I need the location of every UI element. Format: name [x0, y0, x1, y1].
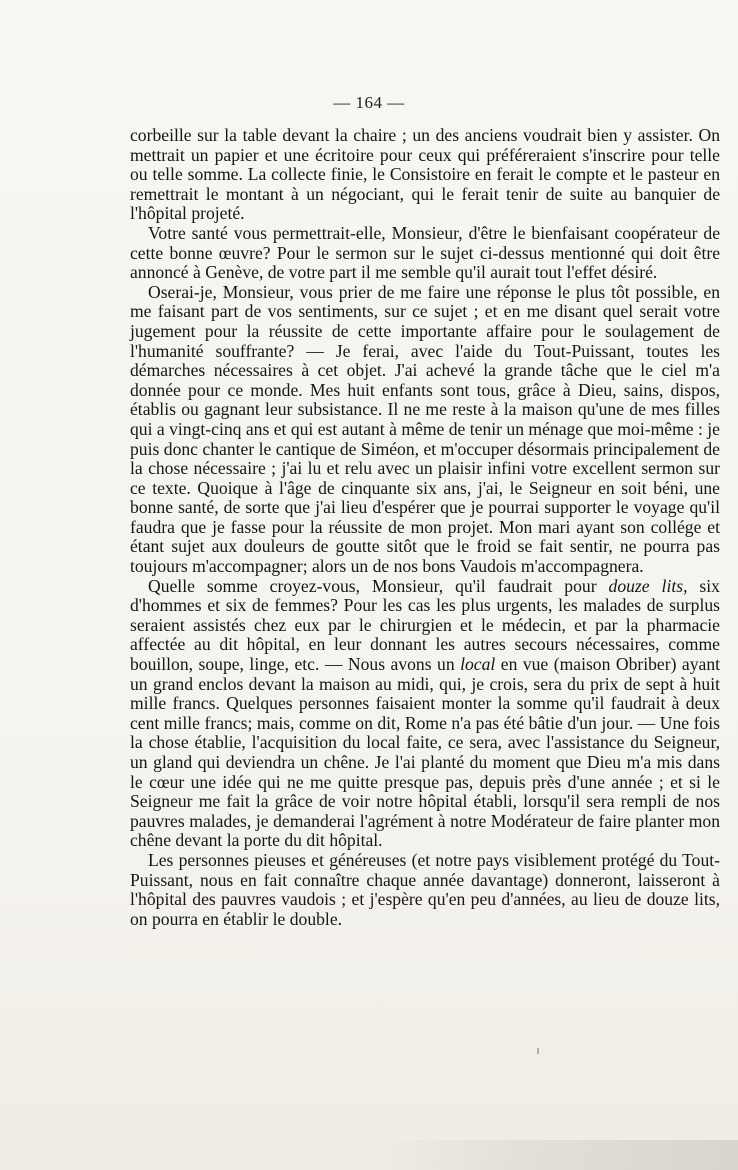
body-text: [130, 126, 720, 929]
paragraph-1: corbeille sur la table devant la chaire ; un des anciens voudrait bien y assister. On mettrait un papier et une écritoire pour ceux qui préféreraient s'inscrire pour telle ou telle somme. La collecte finie, le Consistoire en ferait le compte et le pasteur en remettrait le montant à un négociant, qui le ferait tenir de suite au banquier de l'hôpital projeté.: [130, 125, 720, 224]
paragraph-3: Oserai-je, Monsieur, vous prier de me faire une réponse le plus tôt possible, en me faisant part de vos sentiments, sur ce sujet ; et en me disant quel serait votre jugement pour la réussite de cette importante affaire pour le soulagement de l'humanité souffrante? — Je ferai, avec l'aide du Tout-Puissant, toutes les démarches nécessaires à cet objet. J'ai achevé la grande tâche que le ciel m'a donnée pour ce monde. Mes huit enfants sont tous, grâce à Dieu, sains, dispos, établis ou gagnant leur subsistance. Il ne me reste à la maison qu'une de mes filles qui a vingt-cinq ans et qui est autant à même de tenir un ménage que moi-même : je puis donc chanter le cantique de Siméon, et m'occuper désormais principalement de la chose nécessaire ; j'ai lu et relu avec un plaisir infini votre excellent sermon sur ce texte. Quoique à l'âge de cinquante six ans, j'ai, le Seigneur en soit béni, une bonne santé, de sorte que j'ai lieu d'espérer que je pourrai supporter le voyage qu'il faudra que je fasse pour la réussite de mon projet. Mon mari ayant son collége et étant sujet aux douleurs de goutte sitôt que le froid se fait sentir, ne pourra pas toujours m'accompagner; alors un de nos bons Vaudois m'accompagnera.: [130, 281, 720, 577]
ink-speck: [537, 1048, 539, 1054]
emphasis-douze-lits: douze lits: [608, 575, 684, 596]
paragraph-4-part-2: , six d'hommes et six de femmes? Pour les cas les plus urgents, les malades de surplus seraient assistés chez eux par le chirurgien et le médecin, et par la pharmacie affectée au dit hôpital, en leur donnant les autres secours nécessaires, comme bouillon, soupe, linge, etc. — Nous avons un: [130, 575, 720, 675]
paragraph-4-part-3: en vue (maison Obriber) ayant un grand enclos devant la maison au midi, qui, je crois, sera du prix de sept à huit mille francs. Quelques personnes faisaient monter la somme qu'il faudrait à deux cent mille francs; mais, comme on dit, Rome n'a pas été bâtie d'un jour. — Une fois la chose établie, l'acquisition du local faite, ce sera, avec l'assistance du Seigneur, un gland qui deviendra un chêne. Je l'ai planté du moment que Dieu m'a mis dans le cœur une idée qui ne me quitte presque pas, depuis près d'une année ; et si le Seigneur me fait la grâce de voir notre hôpital établi, lorsqu'il sera rempli de nos pauvres malades, je demanderai l'agrément à notre Modérateur de faire planter mon chêne devant la porte du dit hôpital.: [130, 654, 721, 851]
paragraph-5: Les personnes pieuses et généreuses (et notre pays visiblement protégé du Tout-Puissant, nous en fait connaître chaque année davantage) donneront, laisseront à l'hôpital des pauvres vaudois ; et j'espère qu'en peu d'années, au lieu de douze lits, on pourra en établir le double.: [130, 849, 720, 929]
paragraph-4: [130, 577, 720, 851]
emphasis-local: local: [460, 654, 496, 675]
page-number: — 164 —: [333, 93, 405, 112]
paragraph-4-part-1: Quelle somme croyez-vous, Monsieur, qu'il faudrait pour: [148, 575, 609, 596]
page-edge-smudge: [380, 1140, 738, 1170]
paragraph-2: Votre santé vous permettrait-elle, Monsieur, d'être le bienfaisant coopérateur de cette bonne œuvre? Pour le sermon sur le sujet ci-dessus mentionné qui doit être annoncé à Genève, de votre part il me semble qu'il aurait tout l'effet désiré.: [130, 222, 720, 283]
